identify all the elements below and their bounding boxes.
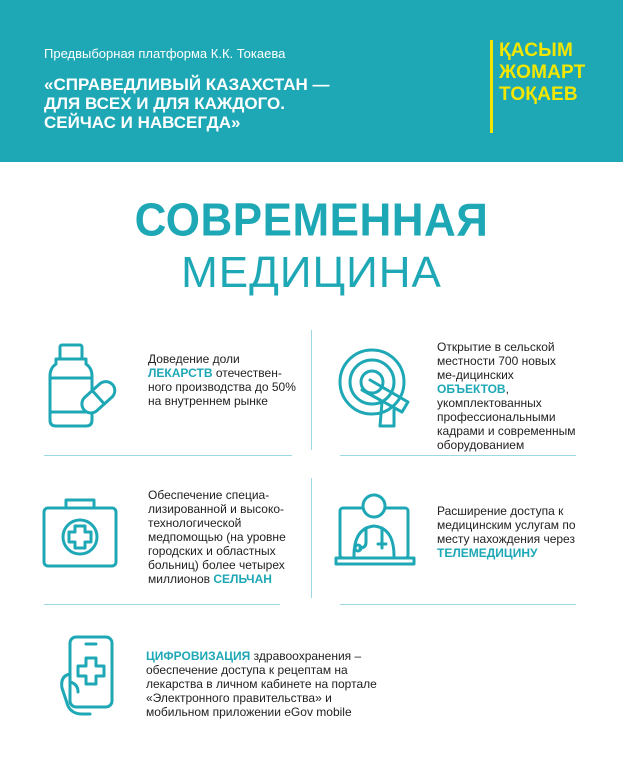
item-text-telemedicine <box>437 504 582 560</box>
item-text-facilities <box>437 340 577 452</box>
logo-line: ТОҚАЕВ <box>499 84 578 105</box>
column-divider <box>311 478 312 598</box>
header-banner <box>0 0 623 162</box>
mri-scanner-icon <box>336 340 416 430</box>
row-divider <box>340 455 576 456</box>
platform-subtitle: Предвыборная платформа К.К. Токаева <box>44 46 286 61</box>
item-highlight: ТЕЛЕМЕДИЦИНУ <box>437 546 538 560</box>
item-text-after: здравоохранения – обеспечение доступа к рецептам на лекарства в личном кабинете на портале «Электронного правительства» и мобильном приложении eGov mobile <box>146 649 377 719</box>
item-text-digitalization <box>146 649 396 719</box>
item-text-before: Доведение доли <box>148 352 240 366</box>
logo-line: ЖОМАРТ <box>499 62 586 83</box>
logo-divider <box>490 40 493 133</box>
campaign-slogan: «СПРАВЕДЛИВЫЙ КАЗАХСТАН — ДЛЯ ВСЕХ И ДЛЯ КАЖДОГО. СЕЙЧАС И НАВСЕГДА» <box>44 75 330 132</box>
row-divider <box>44 604 280 605</box>
item-highlight: СЕЛЬЧАН <box>213 572 272 586</box>
first-aid-kit-icon <box>40 494 120 572</box>
column-divider <box>311 330 312 450</box>
item-text-medicines <box>148 352 298 408</box>
item-text-after: отечествен-ного производства до 50% на внутреннем рынке <box>148 366 296 408</box>
item-highlight: ЦИФРОВИЗАЦИЯ <box>146 649 251 663</box>
phone-medical-icon <box>56 634 118 718</box>
medicine-bottle-icon <box>44 340 122 432</box>
item-highlight: ОБЪЕКТОВ <box>437 382 506 396</box>
page-title: СОВРЕМЕННАЯ <box>134 194 489 247</box>
telemedicine-doctor-icon <box>334 488 416 572</box>
row-divider <box>44 455 292 456</box>
candidate-logo <box>499 40 585 106</box>
item-text-before: Обеспечение специа-лизированной и высоко-технологической медпомощью (на уровне городских и областных больниц) более четырех миллионов <box>148 488 286 586</box>
item-highlight: ЛЕКАРСТВ <box>148 366 213 380</box>
item-text-after: , укомплектованных профессиональными кадрами и современным оборудованием <box>437 382 576 452</box>
row-divider <box>340 604 576 605</box>
item-text-before: Расширение доступа к медицинским услугам по месту нахождения через <box>437 504 576 546</box>
logo-line: ҚАСЫМ <box>499 40 573 61</box>
item-text-rural <box>148 488 298 586</box>
item-text-before: Открытие в сельской местности 700 новых ме-дицинских <box>437 340 556 382</box>
page-subtitle: МЕДИЦИНА <box>181 248 442 297</box>
